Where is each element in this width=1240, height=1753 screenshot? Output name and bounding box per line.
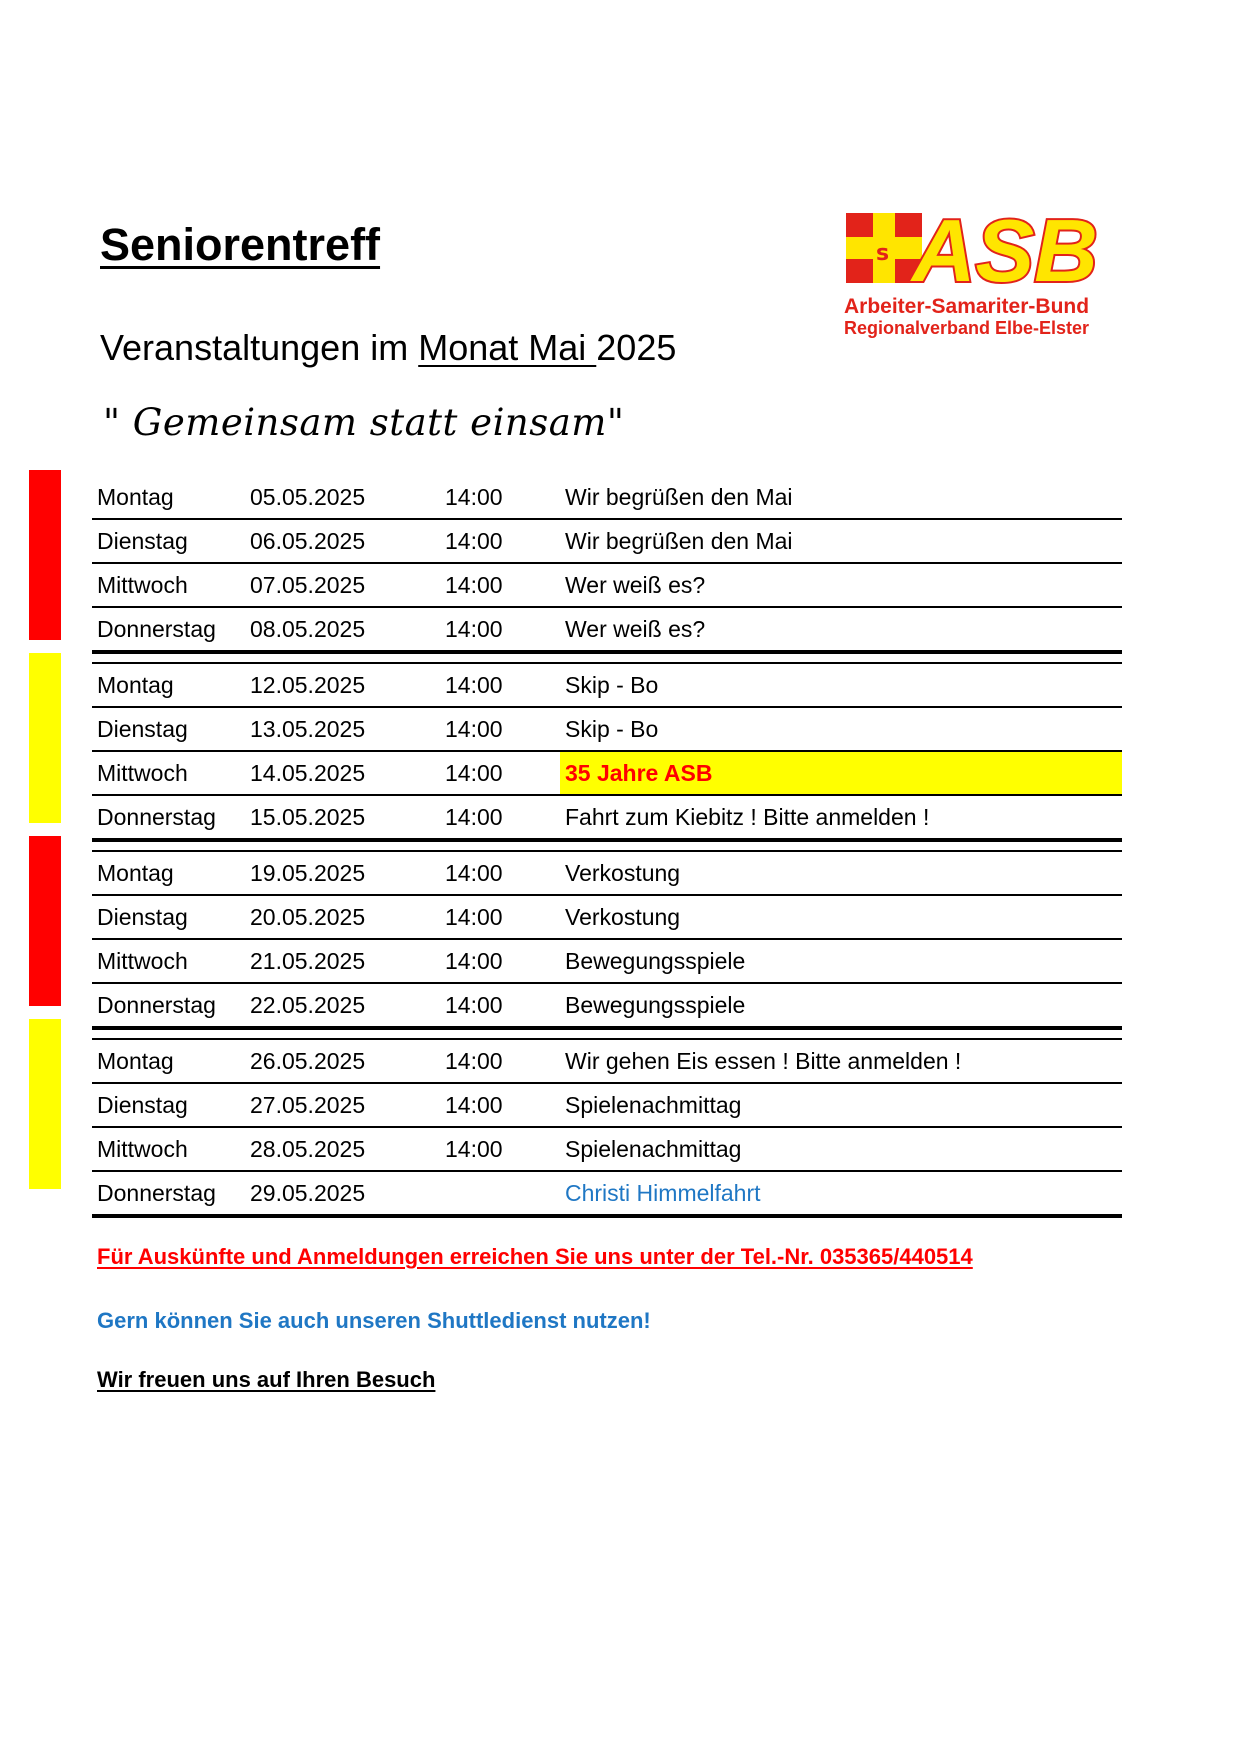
date-cell: 29.05.2025 (245, 1171, 440, 1216)
day-cell: Montag (92, 663, 245, 707)
day-cell: Donnerstag (92, 607, 245, 652)
event-cell: 35 Jahre ASB (560, 751, 1122, 795)
schedule-table (92, 476, 1122, 1218)
table-row (92, 519, 1122, 563)
day-cell: Mittwoch (92, 939, 245, 983)
time-cell: 14:00 (440, 476, 560, 519)
closing-note: Wir freuen uns auf Ihren Besuch (97, 1367, 436, 1392)
date-cell: 06.05.2025 (245, 519, 440, 563)
day-cell: Donnerstag (92, 983, 245, 1028)
samariter-cross-icon (846, 213, 922, 283)
date-cell: 12.05.2025 (245, 663, 440, 707)
event-cell: Bewegungsspiele (560, 939, 1122, 983)
subtitle-prefix: Veranstaltungen im (100, 327, 419, 368)
table-row (92, 707, 1122, 751)
time-cell: 14:00 (440, 851, 560, 895)
week-gap (92, 1028, 1122, 1039)
day-cell: Montag (92, 1039, 245, 1083)
event-cell: Skip - Bo (560, 707, 1122, 751)
day-cell: Mittwoch (92, 751, 245, 795)
day-cell: Dienstag (92, 519, 245, 563)
date-cell: 19.05.2025 (245, 851, 440, 895)
table-row (92, 663, 1122, 707)
date-cell: 27.05.2025 (245, 1083, 440, 1127)
day-cell: Mittwoch (92, 1127, 245, 1171)
event-cell: Fahrt zum Kiebitz ! Bitte anmelden ! (560, 795, 1122, 840)
time-cell (440, 1171, 560, 1216)
event-cell: Christi Himmelfahrt (560, 1171, 1122, 1216)
page-title: Seniorentreff (100, 219, 381, 270)
date-cell: 15.05.2025 (245, 795, 440, 840)
event-cell: Verkostung (560, 851, 1122, 895)
date-cell: 14.05.2025 (245, 751, 440, 795)
shuttle-note: Gern können Sie auch unseren Shuttledienst nutzen! (97, 1308, 651, 1333)
time-cell: 14:00 (440, 607, 560, 652)
table-row (92, 795, 1122, 840)
week-bar-3 (29, 836, 61, 1006)
event-cell: Bewegungsspiele (560, 983, 1122, 1028)
time-cell: 14:00 (440, 895, 560, 939)
date-cell: 22.05.2025 (245, 983, 440, 1028)
date-cell: 21.05.2025 (245, 939, 440, 983)
week-bar-4 (29, 1019, 61, 1189)
logo-text: ASB (912, 210, 1098, 300)
time-cell: 14:00 (440, 1039, 560, 1083)
day-cell: Mittwoch (92, 563, 245, 607)
table-row (92, 476, 1122, 519)
event-cell: Wer weiß es? (560, 563, 1122, 607)
table-row (92, 1083, 1122, 1127)
logo-name-line1: Arbeiter-Samariter-Bund (844, 295, 1090, 318)
event-cell: Wir begrüßen den Mai (560, 476, 1122, 519)
table-row (92, 1127, 1122, 1171)
subtitle-month: Monat Mai (418, 327, 597, 368)
day-cell: Montag (92, 476, 245, 519)
date-cell: 13.05.2025 (245, 707, 440, 751)
event-cell: Wir gehen Eis essen ! Bitte anmelden ! (560, 1039, 1122, 1083)
day-cell: Donnerstag (92, 1171, 245, 1216)
table-row (92, 983, 1122, 1028)
day-cell: Dienstag (92, 707, 245, 751)
logo-name-line2: Regionalverband Elbe-Elster (844, 318, 1090, 338)
table-row (92, 895, 1122, 939)
date-cell: 07.05.2025 (245, 563, 440, 607)
time-cell: 14:00 (440, 563, 560, 607)
table-row (92, 751, 1122, 795)
table-row (92, 563, 1122, 607)
event-cell: Wer weiß es? (560, 607, 1122, 652)
date-cell: 28.05.2025 (245, 1127, 440, 1171)
time-cell: 14:00 (440, 751, 560, 795)
day-cell: Montag (92, 851, 245, 895)
table-row (92, 851, 1122, 895)
date-cell: 26.05.2025 (245, 1039, 440, 1083)
event-cell: Verkostung (560, 895, 1122, 939)
day-cell: Dienstag (92, 1083, 245, 1127)
table-row (92, 1039, 1122, 1083)
date-cell: 08.05.2025 (245, 607, 440, 652)
time-cell: 14:00 (440, 1127, 560, 1171)
event-cell: Skip - Bo (560, 663, 1122, 707)
date-cell: 05.05.2025 (245, 476, 440, 519)
svg-text:s: s (876, 241, 890, 266)
day-cell: Dienstag (92, 895, 245, 939)
time-cell: 14:00 (440, 795, 560, 840)
subtitle-year: 2025 (596, 327, 677, 368)
table-row (92, 607, 1122, 652)
time-cell: 14:00 (440, 663, 560, 707)
contact-note: Für Auskünfte und Anmeldungen erreichen Sie uns unter der Tel.-Nr. 035365/440514 (97, 1244, 973, 1269)
event-cell: Spielenachmittag (560, 1127, 1122, 1171)
table-row (92, 939, 1122, 983)
date-cell: 20.05.2025 (245, 895, 440, 939)
table-row (92, 1171, 1122, 1216)
time-cell: 14:00 (440, 1083, 560, 1127)
time-cell: 14:00 (440, 707, 560, 751)
time-cell: 14:00 (440, 939, 560, 983)
week-bar-1 (29, 470, 61, 640)
week-bar-2 (29, 653, 61, 823)
time-cell: 14:00 (440, 519, 560, 563)
event-cell: Wir begrüßen den Mai (560, 519, 1122, 563)
motto: " Gemeinsam statt einsam" (103, 401, 625, 444)
event-cell: Spielenachmittag (560, 1083, 1122, 1127)
week-gap (92, 652, 1122, 663)
day-cell: Donnerstag (92, 795, 245, 840)
week-gap (92, 840, 1122, 851)
subtitle (100, 327, 677, 368)
time-cell: 14:00 (440, 983, 560, 1028)
